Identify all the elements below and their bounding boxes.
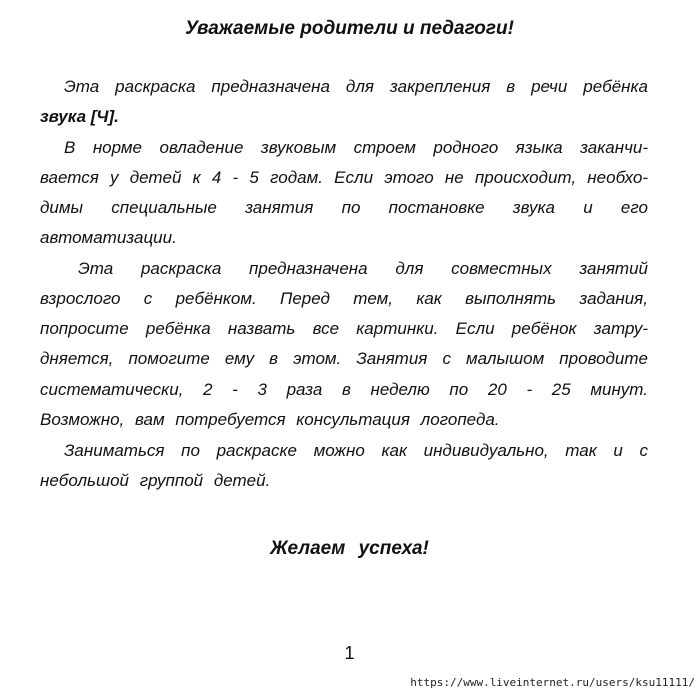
page-number: 1	[344, 643, 355, 663]
paragraph-line-14: небольшой группой детей.	[40, 471, 271, 490]
paragraph-line-1: Эта раскраска предназначена для закрепления в речи ребёнка	[64, 77, 648, 96]
paragraph-line-3: В норме овладение звуковым строем родного языка заканчи-	[64, 138, 648, 157]
paragraph-line-4: вается у детей к 4 - 5 годам. Если этого не происходит, необхо-	[40, 168, 648, 187]
paragraph-line-10: дняется, помогите ему в этом. Занятия с малышом проводите	[40, 349, 648, 368]
paragraph-line-5: димы специальные занятия по постановке звука и его	[40, 198, 648, 217]
paragraph-line-7: Эта раскраска предназначена для совместных занятий	[78, 259, 648, 278]
paragraph-line-6: автоматизации.	[40, 228, 177, 247]
watermark-url: https://www.liveinternet.ru/users/ksu11111/	[410, 676, 695, 689]
paragraph-line-13: Заниматься по раскраске можно как индивидуально, так и с	[64, 441, 648, 460]
closing-wish: Желаем успеха!	[270, 538, 429, 559]
paragraph-line-12: Возможно, вам потребуется консультация логопеда.	[40, 410, 500, 429]
paragraph-line-2: звука [Ч].	[40, 107, 119, 126]
paragraph-line-11: систематически, 2 - 3 раза в неделю по 20 - 25 минут.	[40, 380, 648, 399]
paragraph-line-9: попросите ребёнка назвать все картинки. Если ребёнок затру-	[40, 319, 648, 338]
paragraph-line-8: взрослого с ребёнком. Перед тем, как выполнять задания,	[40, 289, 648, 308]
page-title: Уважаемые родители и педагоги!	[185, 18, 514, 39]
